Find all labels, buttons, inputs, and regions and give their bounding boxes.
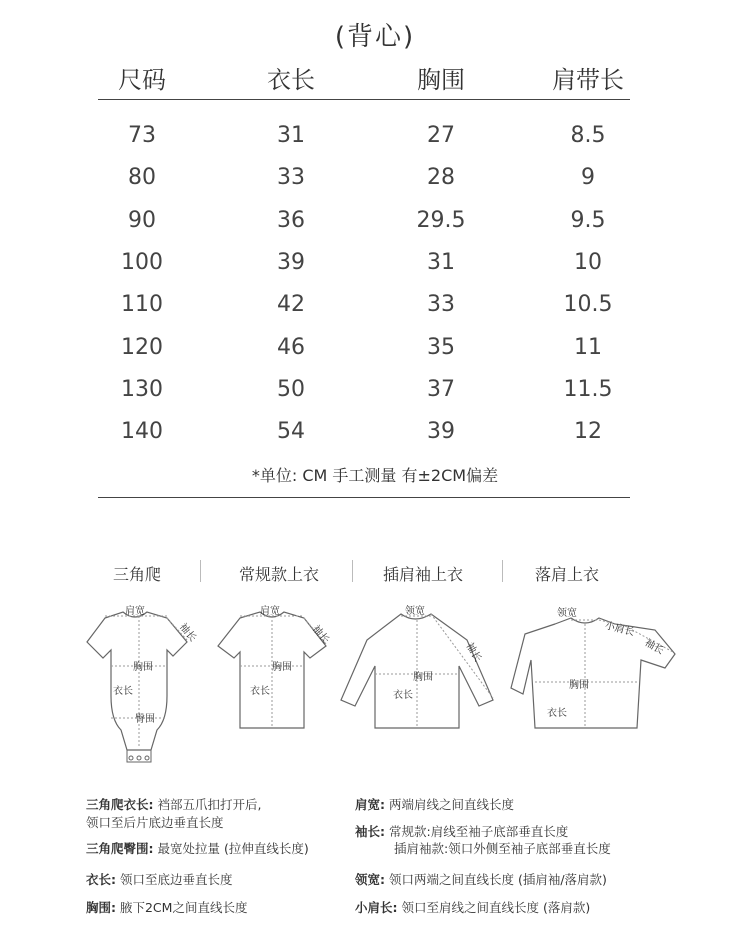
romper-diagram [75,600,205,770]
cell-chest: 29.5 [416,207,466,233]
raglan-chest-label: 胸围 [413,672,433,683]
cell-chest: 27 [427,123,455,148]
cell-chest: 31 [427,249,455,275]
cell-strap: 11.5 [563,376,613,402]
cell-length: 42 [277,292,305,318]
cell-chest: 33 [427,292,455,318]
tab-separator [200,560,201,582]
romper-hip-desc [86,840,309,858]
cell-chest: 28 [427,165,455,191]
regular-length-label: 衣长 [250,686,270,697]
cell-size: 100 [121,249,163,275]
cell-size: 90 [128,207,156,233]
cell-length: 31 [277,123,305,148]
romper-length-term: 三角爬衣长: [86,797,154,812]
style-regular-top: 常规款上衣 [238,565,319,584]
table-row [0,335,750,365]
small-shoulder-desc [355,899,590,917]
regular-shoulder-label: 肩宽 [260,606,280,617]
romper-hip-label: 臀围 [135,714,155,725]
romper-chest-label: 胸围 [133,662,153,673]
small-shoulder-text: 领口至肩线之间直线长度 (落肩款) [401,900,591,915]
cell-size: 130 [121,376,163,402]
table-row [0,165,750,195]
header-chest: 胸围 [417,66,465,94]
drop-sleeve-label: 袖长 [642,637,666,657]
sleeve-text: 常规款:肩线至袖子底部垂直长度 [388,824,569,839]
cell-chest: 35 [427,334,455,360]
chest-desc [86,899,247,917]
cell-length: 46 [277,334,305,360]
length-term: 衣长: [86,872,116,887]
drop-chest-label: 胸围 [569,680,589,691]
header-strap: 肩带长 [552,66,624,94]
romper-hip-term: 三角爬臀围: [86,841,154,856]
cell-length: 50 [277,376,305,402]
header-size: 尺码 [118,66,166,94]
regular-chest-label: 胸围 [272,662,292,673]
collar-text: 领口两端之间直线长度 (插肩袖/落肩款) [388,872,607,887]
cell-strap: 9.5 [570,207,606,233]
regular-top-diagram [210,600,340,750]
cell-strap: 12 [574,419,602,445]
romper-length-desc [86,796,261,814]
drop-shoulder-top-diagram [505,600,690,750]
style-raglan-top: 插肩袖上衣 [382,565,463,584]
sleeve-desc [355,823,568,841]
table-row [0,419,750,449]
romper-shoulder-label: 肩宽 [125,606,145,617]
drop-shoulder-top-outline-icon [505,600,690,750]
length-text: 领口至底边垂直长度 [119,872,233,887]
shoulder-desc [355,796,514,814]
header-divider [98,99,630,100]
cell-strap: 11 [574,334,602,360]
regular-sleeve-label: 袖长 [309,623,332,646]
collar-term: 领宽: [355,872,385,887]
chest-text: 腋下2CM之间直线长度 [119,900,248,915]
cell-length: 39 [277,249,305,275]
cell-strap: 10.5 [563,292,613,318]
unit-note: *单位: CM 手工测量 有±2CM偏差 [251,466,499,485]
drop-small-shoulder-label: 小肩长 [603,620,636,639]
cell-size: 140 [121,419,163,445]
cell-length: 54 [277,419,305,445]
cell-chest: 39 [427,419,455,445]
romper-sleeve-label: 袖长 [176,621,199,644]
header-length: 衣长 [267,66,315,94]
raglan-collar-label: 领宽 [405,606,425,617]
raglan-length-label: 衣长 [393,690,413,701]
table-row [0,208,750,238]
cell-length: 33 [277,165,305,191]
romper-length-text: 裆部五爪扣打开后, [157,797,262,812]
style-romper: 三角爬 [112,565,161,584]
sleeve-desc-line2: 插肩袖款:领口外侧至袖子底部垂直长度 [394,841,611,856]
table-row [0,123,750,153]
cell-size: 120 [121,334,163,360]
table-row [0,250,750,280]
drop-collar-label: 领宽 [557,608,577,619]
shoulder-term: 肩宽: [355,797,385,812]
romper-length-label: 衣长 [113,686,133,697]
sleeve-term: 袖长: [355,824,385,839]
cell-chest: 37 [427,376,455,402]
raglan-top-diagram [335,600,505,750]
page-title: (背心) [334,22,416,52]
style-drop-shoulder-top: 落肩上衣 [534,565,599,584]
cell-size: 80 [128,165,156,191]
chest-term: 胸围: [86,900,116,915]
romper-hip-text: 最宽处拉量 (拉伸直线长度) [157,841,309,856]
small-shoulder-term: 小肩长: [355,900,398,915]
shoulder-text: 两端肩线之间直线长度 [388,797,514,812]
length-desc [86,871,233,889]
collar-desc [355,871,607,889]
drop-length-label: 衣长 [547,708,567,719]
table-bottom-divider [98,497,630,498]
cell-size: 73 [128,123,156,148]
cell-strap: 9 [581,165,595,191]
cell-strap: 10 [574,249,602,275]
romper-length-desc-line2: 领口至后片底边垂直长度 [86,815,224,830]
cell-size: 110 [121,292,163,318]
raglan-sleeve-label: 袖长 [463,641,484,664]
cell-strap: 8.5 [570,123,606,148]
table-row [0,377,750,407]
table-row [0,292,750,322]
cell-length: 36 [277,207,305,233]
